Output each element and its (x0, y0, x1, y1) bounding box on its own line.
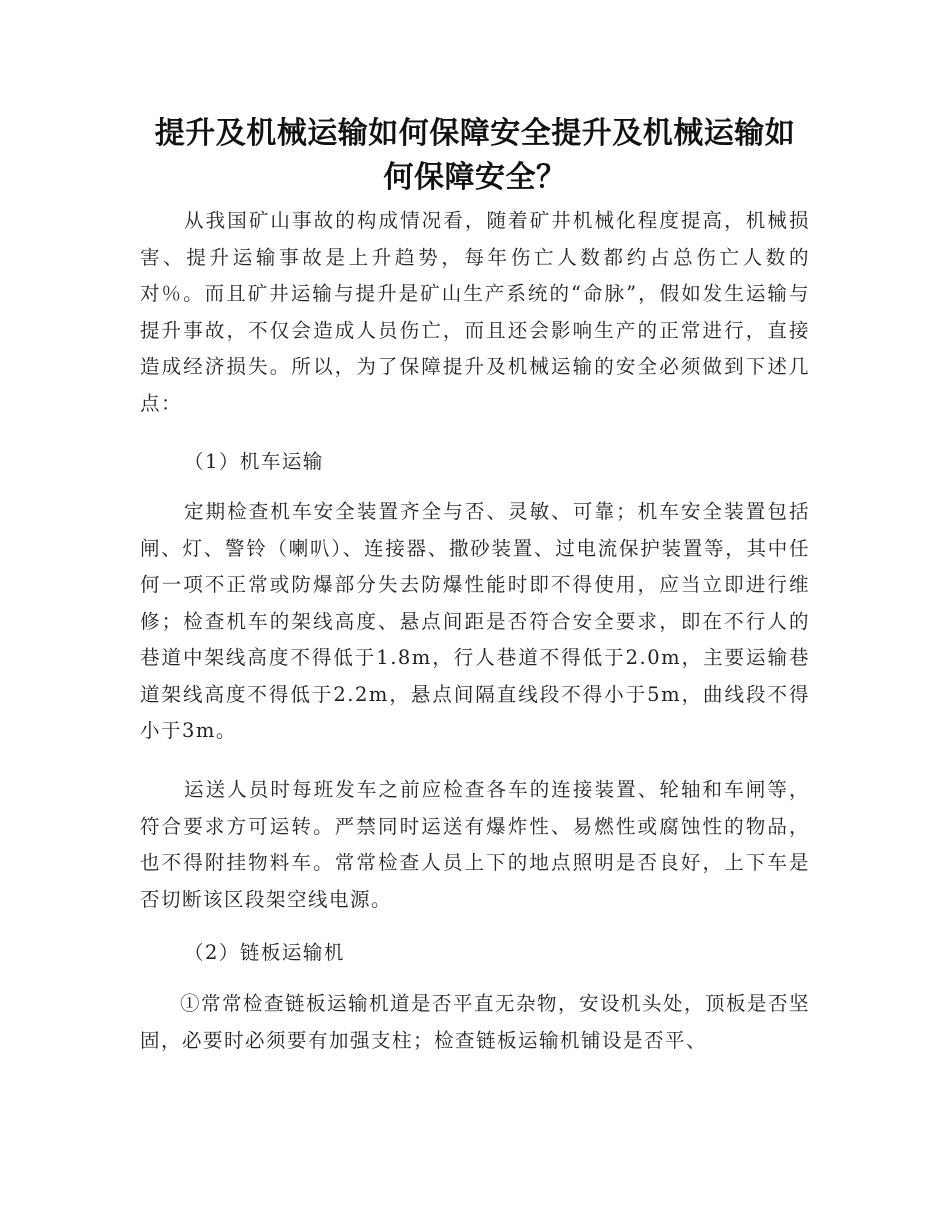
section-heading-chain-conveyor: （2）链板运输机 (184, 941, 345, 964)
locomotive-check-paragraph: 定期检查机车安全装置齐全与否、灵敏、可靠；机车安全装置包括闸、灯、警铃（喇叭）、连接器、撒砂装置、过电流保护装置等，其中任何一项不正常或防爆部分失去防爆性能时即不得使用，应当立即进行维修；检查机车的架线高度、悬点间距是否符合安全要求，即在不行人的巷道中架线高度不得低于1.8m，行人巷道不得低于2.0m，主要运输巷道架线高度不得低于2.2m，悬点间隔直线段不得小于5m，曲线段不得小于3m。 (140, 500, 810, 742)
section-heading-locomotive: （1）机车运输 (184, 450, 324, 473)
intro-paragraph: 从我国矿山事故的构成情况看，随着矿井机械化程度提高，机械损害、提升运输事故是上升趋势，每年伤亡人数都约占总伤亡人数的对％。而且矿井运输与提升是矿山生产系统的“命脉”，假如发生运输与提升事故，不仅会造成人员伤亡，而且还会影响生产的正常进行，直接造成经济损失。所以，为了保障提升及机械运输的安全必须做到下述几点： (140, 209, 810, 415)
document-title: 提升及机械运输如何保障安全提升及机械运输如何保障安全？ (154, 116, 796, 195)
personnel-transport-paragraph: 运送人员时每班发车之前应检查各车的连接装置、轮轴和车闸等，符合要求方可运转。严禁同时运送有爆炸性、易燃性或腐蚀性的物品，也不得附挂物料车。常常检查人员上下的地点照明是否良好，上下车是否切断该区段架空线电源。 (140, 778, 810, 911)
chain-conveyor-paragraph: ①常常检查链板运输机道是否平直无杂物，安设机头处，顶板是否坚固，必要时必须要有加强支柱；检查链板运输机铺设是否平、 (140, 992, 811, 1052)
